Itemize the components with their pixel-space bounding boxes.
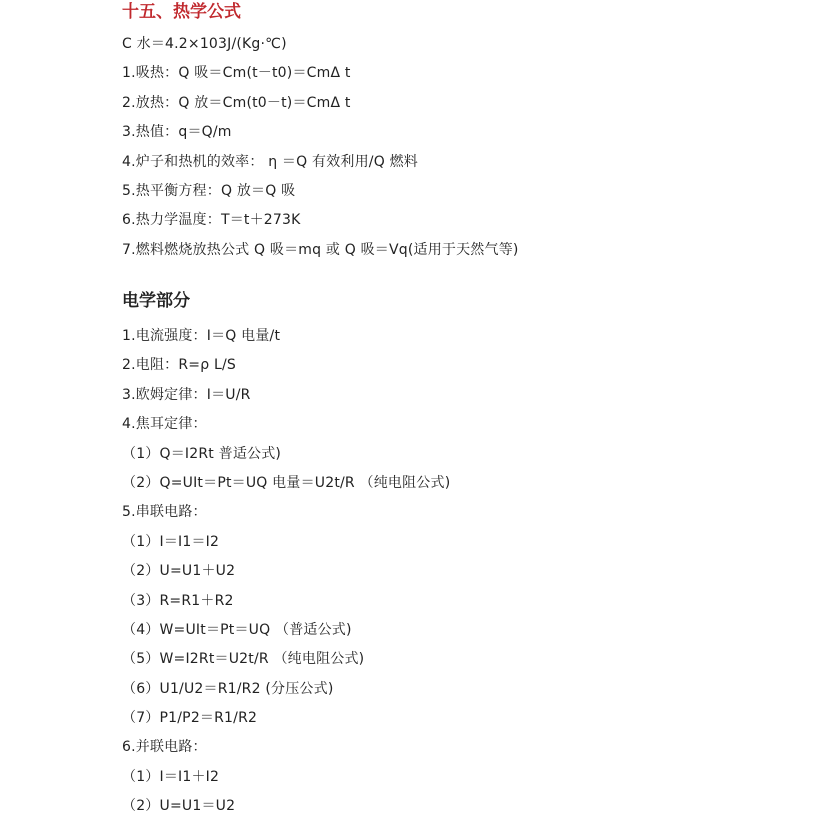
- formula-line: 6.热力学温度：T＝t＋273K: [122, 212, 301, 229]
- formula-line: C 水＝4.2×103J/(Kg·℃): [122, 36, 287, 52]
- section-title-thermo: 十五、热学公式: [122, 2, 241, 22]
- formula-line: （1）I＝I1＋I2: [122, 768, 220, 785]
- formula-line: （6）U1/U2＝R1/R2 (分压公式): [122, 680, 334, 697]
- thermo-formula-list: [122, 30, 519, 265]
- formula-line: 5.热平衡方程：Q 放＝Q 吸: [122, 182, 296, 199]
- formula-line: 2.电阻：R=ρ L/S: [122, 357, 236, 374]
- section-title-electric: 电学部分: [122, 291, 190, 311]
- formula-line: 1.吸热：Q 吸＝Cm(t－t0)＝CmΔ t: [122, 65, 351, 82]
- formula-line: 3.欧姆定律：I＝U/R: [122, 386, 251, 403]
- formula-line: 6.并联电路：: [122, 739, 207, 756]
- formula-line: （1）I＝I1＝I2: [122, 533, 220, 550]
- formula-line: （4）W=UIt＝Pt＝UQ （普适公式): [122, 621, 352, 638]
- formula-line: （2）Q=UIt＝Pt＝UQ 电量＝U2t/R （纯电阻公式): [122, 474, 451, 491]
- formula-line: （2）U=U1＋U2: [122, 563, 236, 580]
- formula-line: 4.炉子和热机的效率： η ＝Q 有效利用/Q 燃料: [122, 153, 418, 170]
- formula-line: （7）P1/P2＝R1/R2: [122, 710, 258, 727]
- formula-line: （2）U=U1＝U2: [122, 798, 236, 815]
- formula-line: 7.燃料燃烧放热公式 Q 吸＝mq 或 Q 吸＝Vq(适用于天然气等): [122, 241, 519, 258]
- formula-line: 2.放热：Q 放＝Cm(t0－t)＝CmΔ t: [122, 94, 351, 111]
- formula-line: 4.焦耳定律：: [122, 416, 207, 433]
- formula-line: （1）Q＝I2Rt 普适公式): [122, 445, 282, 462]
- electric-formula-list: [122, 322, 450, 822]
- formula-line: （3）R=R1＋R2: [122, 592, 234, 609]
- formula-line: （5）W=I2Rt＝U2t/R （纯电阻公式): [122, 651, 365, 668]
- formula-line: 3.热值：q＝Q/m: [122, 124, 232, 141]
- formula-line: 5.串联电路：: [122, 504, 207, 521]
- formula-line: 1.电流强度：I＝Q 电量/t: [122, 328, 281, 344]
